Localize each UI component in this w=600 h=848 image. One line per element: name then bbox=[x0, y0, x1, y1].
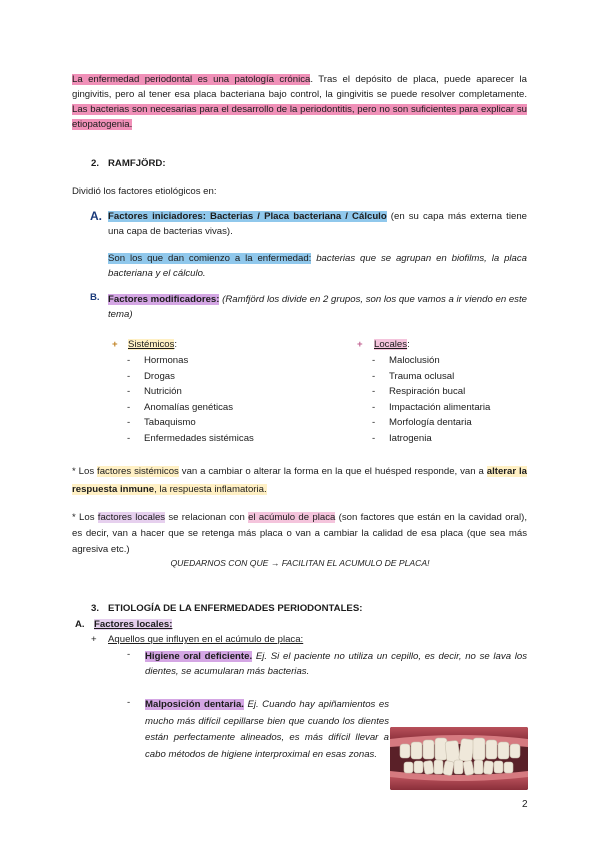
item-2-dash: - bbox=[127, 697, 131, 708]
item-a-letter: A. bbox=[90, 209, 102, 223]
section-3-a-label-wrap bbox=[94, 619, 172, 630]
locales-item-4: Morfología dentaria bbox=[389, 417, 472, 428]
note-sistemicos bbox=[72, 463, 527, 499]
locales-item-2: Respiración bucal bbox=[389, 386, 466, 397]
item-a-rest: (en su capa más externa tiene una capa de bacterias vivas). bbox=[108, 211, 527, 237]
sistemicos-item-1: Drogas bbox=[144, 371, 175, 382]
locales-label: Locales bbox=[374, 339, 408, 350]
item-1-text bbox=[145, 649, 527, 679]
item-1-rest: Ej. Si el paciente no utiliza un cepillo, es decir, no se lava los dientes, se acumularan más bacterias. bbox=[145, 651, 527, 677]
item-1-highlight: Higiene oral deficiente. bbox=[145, 651, 253, 662]
item-a-p2-rest: bacterias que se agrupan en biofilms, la placa bacteriana y el cálculo. bbox=[108, 253, 528, 279]
sistemicos-dash-3: - bbox=[127, 402, 131, 413]
locales-item-1: Trauma oclusal bbox=[389, 371, 455, 382]
sistemicos-item-3: Anomalías genéticas bbox=[144, 402, 234, 413]
intro-paragraph bbox=[72, 72, 527, 132]
section-3-a-label: Factores locales: bbox=[94, 619, 173, 630]
locales-dash-3: - bbox=[372, 402, 376, 413]
item-1-dash: - bbox=[127, 649, 131, 660]
locales-bullet: + bbox=[357, 339, 363, 350]
section-2-title: RAMFJÖRD: bbox=[108, 158, 166, 169]
intro-text: . Tras el depósito de placa, puede aparecer la gingivitis, pero al tener esa placa bacteriana bajo control, la gingivitis se puede resolver completamente. bbox=[72, 74, 527, 100]
crowded-teeth-photo bbox=[390, 727, 528, 790]
sistemicos-item-4: Tabaquismo bbox=[144, 417, 196, 428]
section-3-plus: + bbox=[91, 634, 97, 645]
page-number: 2 bbox=[522, 799, 528, 810]
note1-c: van a cambiar o alterar la forma en la que el huésped responde, van a bbox=[178, 466, 487, 477]
caps-note: QUEDARNOS CON QUE → FACILITAN EL ACUMULO DE PLACA! bbox=[170, 558, 430, 568]
locales-item-3: Impactación alimentaria bbox=[389, 402, 491, 413]
note1-highlight-1: factores sistémicos bbox=[97, 466, 179, 477]
sistemicos-item-5: Enfermedades sistémicas bbox=[144, 433, 254, 444]
locales-item-0: Maloclusión bbox=[389, 355, 440, 366]
locales-label-wrap: Locales: bbox=[374, 339, 410, 350]
item-b-highlight: Factores modificadores: bbox=[108, 294, 220, 305]
sistemicos-dash-0: - bbox=[127, 355, 131, 366]
section-3-subheading: Aquellos que influyen en el acúmulo de placa: bbox=[108, 634, 304, 645]
item-2-rest: Ej. Cuando hay apiñamientos es mucho más difícil cepillarse bien que cuando los dientes están perfectamente alineados, es más difícil llevar a cabo métodos de higiene interproximal en esas zonas. bbox=[145, 699, 390, 760]
intro-highlight-1: La enfermedad periodontal es una patología crónica bbox=[72, 74, 311, 85]
sistemicos-label: Sistémicos bbox=[128, 339, 175, 350]
item-2-text bbox=[145, 697, 389, 763]
item-a-highlight: Factores iniciadores: Bacterias / Placa bacteriana / Cálculo bbox=[108, 211, 387, 222]
locales-dash-2: - bbox=[372, 386, 376, 397]
locales-item-5: Iatrogenia bbox=[389, 433, 432, 444]
sistemicos-dash-2: - bbox=[127, 386, 131, 397]
item-a-text bbox=[108, 209, 527, 239]
note2-highlight-2: el acúmulo de placa bbox=[248, 512, 336, 523]
note1-e: , la respuesta inflamatoria. bbox=[154, 484, 267, 495]
note2-c: se relacionan con bbox=[165, 512, 249, 523]
section-3-number: 3. bbox=[91, 603, 100, 614]
item-a-p2-highlight: Son los que dan comienzo a la enfermedad: bbox=[108, 253, 312, 264]
note1-highlight-2: alterar la respuesta inmune bbox=[72, 466, 527, 495]
locales-dash-0: - bbox=[372, 355, 376, 366]
section-2-lead: Dividió los factores etiológicos en: bbox=[72, 186, 217, 197]
section-2-number: 2. bbox=[91, 158, 100, 169]
item-a-paragraph-2 bbox=[108, 251, 527, 281]
locales-dash-1: - bbox=[372, 371, 376, 382]
sistemicos-bullet: + bbox=[112, 339, 118, 350]
sistemicos-item-0: Hormonas bbox=[144, 355, 189, 366]
locales-dash-5: - bbox=[372, 433, 376, 444]
item-2-highlight: Malposición dentaria. bbox=[145, 699, 244, 710]
sistemicos-item-2: Nutrición bbox=[144, 386, 182, 397]
locales-dash-4: - bbox=[372, 417, 376, 428]
sistemicos-dash-1: - bbox=[127, 371, 131, 382]
sistemicos-dash-5: - bbox=[127, 433, 131, 444]
note-locales bbox=[72, 510, 527, 558]
item-b-rest: (Ramfjörd los divide en 2 grupos, son los que vamos a ir viendo en este tema) bbox=[108, 294, 527, 320]
note1-a: * Los bbox=[72, 466, 98, 477]
section-3-a-letter: A. bbox=[75, 619, 85, 630]
section-3-title: ETIOLOGÍA DE LA ENFERMEDADES PERIODONTALES: bbox=[108, 603, 363, 614]
intro-highlight-2: Las bacterias son necesarias para el desarrollo de la periodontitis, pero no son suficientes para explicar su etiopatogenia. bbox=[72, 104, 527, 130]
note2-e: (son factores que están en la cavidad oral), es decir, van a hacer que se retenga más placa o van a cambiar la calidad de esa placa (que sea más agresiva etc.) bbox=[72, 512, 528, 555]
note2-highlight-1: factores locales bbox=[97, 512, 166, 523]
note2-a: * Los bbox=[72, 512, 98, 523]
sistemicos-dash-4: - bbox=[127, 417, 131, 428]
sistemicos-label-wrap: Sistémicos: bbox=[128, 339, 178, 350]
item-b-letter: B. bbox=[90, 292, 100, 303]
item-b-text bbox=[108, 292, 527, 322]
